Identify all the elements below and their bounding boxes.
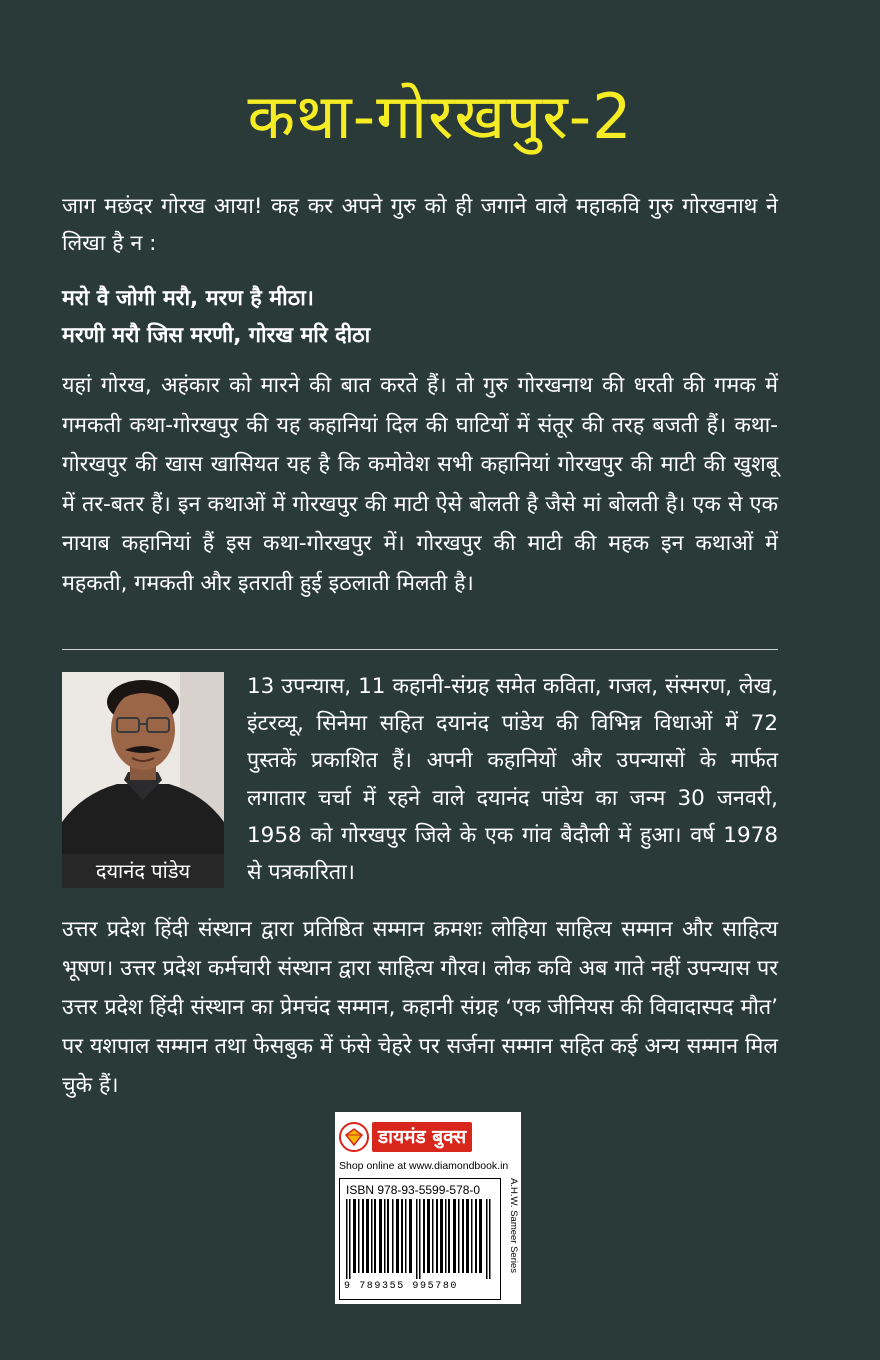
diamond-logo-icon [339,1122,369,1152]
section-divider [62,649,778,650]
barcode-image [344,1199,496,1279]
shop-online-text: Shop online at www.diamondbook.in [339,1160,509,1172]
verse-line-2: मरणी मरौ जिस मरणी, गोरख मरि दीठा [62,323,371,348]
series-label: A.H.W. Sameer Series [508,1178,519,1274]
author-bio: 13 उपन्यास, 11 कहानी-संग्रह समेत कविता, गजल, संस्मरण, लेख, इंटरव्यू, सिनेमा सहित दयानंद पांडेय की विभिन्न विधाओं में 72 पुस्तकें प्रकाशित हैं। अपनी कहानियों और उपन्यासों के मार्फत लगातार चर्चा में रहने वाले दयानंद पांडेय का जन्म 30 जनवरी, 1958 को गोरखपुर जिले के एक गांव बैदौली में हुआ। वर्ष 1978 से पत्रकारिता। [247,674,778,886]
intro-paragraph: जाग मछंदर गोरख आया! कह कर अपने गुरु को ही जगाने वाले महाकवि गुरु गोरखनाथ ने लिखा है न : [62,194,778,256]
verse-line-1: मरो वै जोगी मरौ, मरण है मीठा। [62,286,314,311]
publisher-logo [339,1118,511,1156]
barcode-area [339,1178,501,1300]
author-photo [62,672,224,888]
book-title: कथा-गोरखपुर-2 [247,80,633,153]
publisher-box [335,1112,521,1304]
awards-paragraph: उत्तर प्रदेश हिंदी संस्थान द्वारा प्रतिष्ठित सम्मान क्रमशः लोहिया साहित्य सम्मान और साहित्य भूषण। उत्तर प्रदेश कर्मचारी संस्थान द्वारा साहित्य गौरव। लोक कवि अब गाते नहीं उपन्यास पर उत्तर प्रदेश हिंदी संस्थान का प्रेमचंद सम्मान, कहानी संग्रह ‘एक जीनियस की विवादास्पद मौत’ पर यशपाल सम्मान तथा फेसबुक में फंसे चेहरे पर सर्जना सम्मान सहित कई अन्य सम्मान मिल चुके हैं। [62,917,778,1098]
barcode-digits: 9 789355 995780 [344,1281,459,1292]
author-name-caption: दयानंद पांडेय [62,854,224,888]
publisher-logo-text: डायमंड बुक्स [372,1122,472,1152]
isbn-text: ISBN 978-93-5599-578-0 [346,1183,481,1197]
description-paragraph: यहां गोरख, अहंकार को मारने की बात करते हैं। तो गुरु गोरखनाथ की धरती की गमक में गमकती कथा-गोरखपुर की यह कहानियां दिल की घाटियों में संतूर की तरह बजती हैं। कथा-गोरखपुर की खास खासियत यह है कि कमोवेश सभी कहानियां गोरखपुर की माटी की खुशबू में तर-बतर हैं। इन कथाओं में गोरखपुर की माटी ऐसे बोलती है जैसे मां बोलती है। एक से एक नायाब कहानियां हैं इस कथा-गोरखपुर में। गोरखपुर की माटी की महक इन कथाओं में महकती, गमकती और इतराती हुई इठलाती मिलती है। [62,373,778,596]
